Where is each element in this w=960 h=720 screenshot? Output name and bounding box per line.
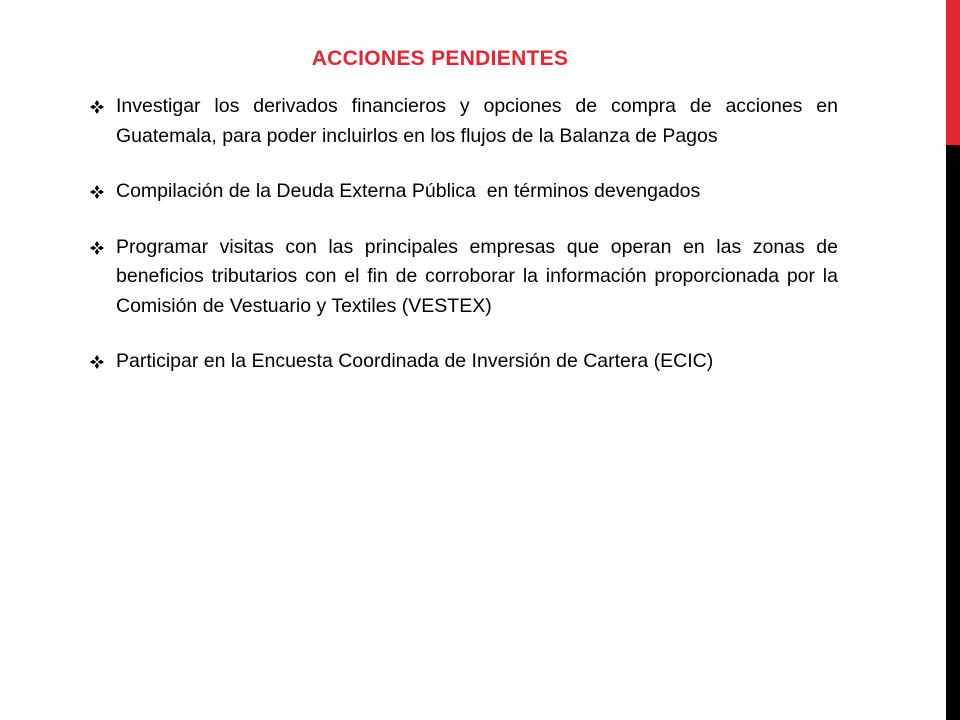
- bullet-item: [90, 92, 838, 151]
- four-diamond-bullet-icon: [90, 185, 104, 199]
- slide-title: ACCIONES PENDIENTES: [311, 47, 569, 70]
- bullet-item: [90, 347, 838, 377]
- bullet-text: Compilación de la Deuda Externa Pública en términos devengados: [116, 180, 701, 202]
- four-diamond-bullet-icon: [90, 355, 104, 369]
- bullet-list: [90, 92, 838, 403]
- four-diamond-bullet-icon: [90, 241, 104, 255]
- four-diamond-bullet-icon: [90, 100, 104, 114]
- bullet-text: Programar visitas con las principales empresas que operan en las zonas de beneficios tributarios con el fin de corroborar la información proporcionada por la Comisión de Vestuario y Textiles (VESTEX): [116, 235, 838, 317]
- bullet-text: Participar en la Encuesta Coordinada de Inversión de Cartera (ECIC): [116, 350, 714, 372]
- side-bar-red: [946, 0, 960, 145]
- side-bar-black: [946, 145, 960, 720]
- bullet-text: Investigar los derivados financieros y opciones de compra de acciones en Guatemala, para poder incluirlos en los flujos de la Balanza de Pagos: [116, 95, 838, 147]
- bullet-item: [90, 233, 838, 322]
- bullet-item: [90, 177, 838, 207]
